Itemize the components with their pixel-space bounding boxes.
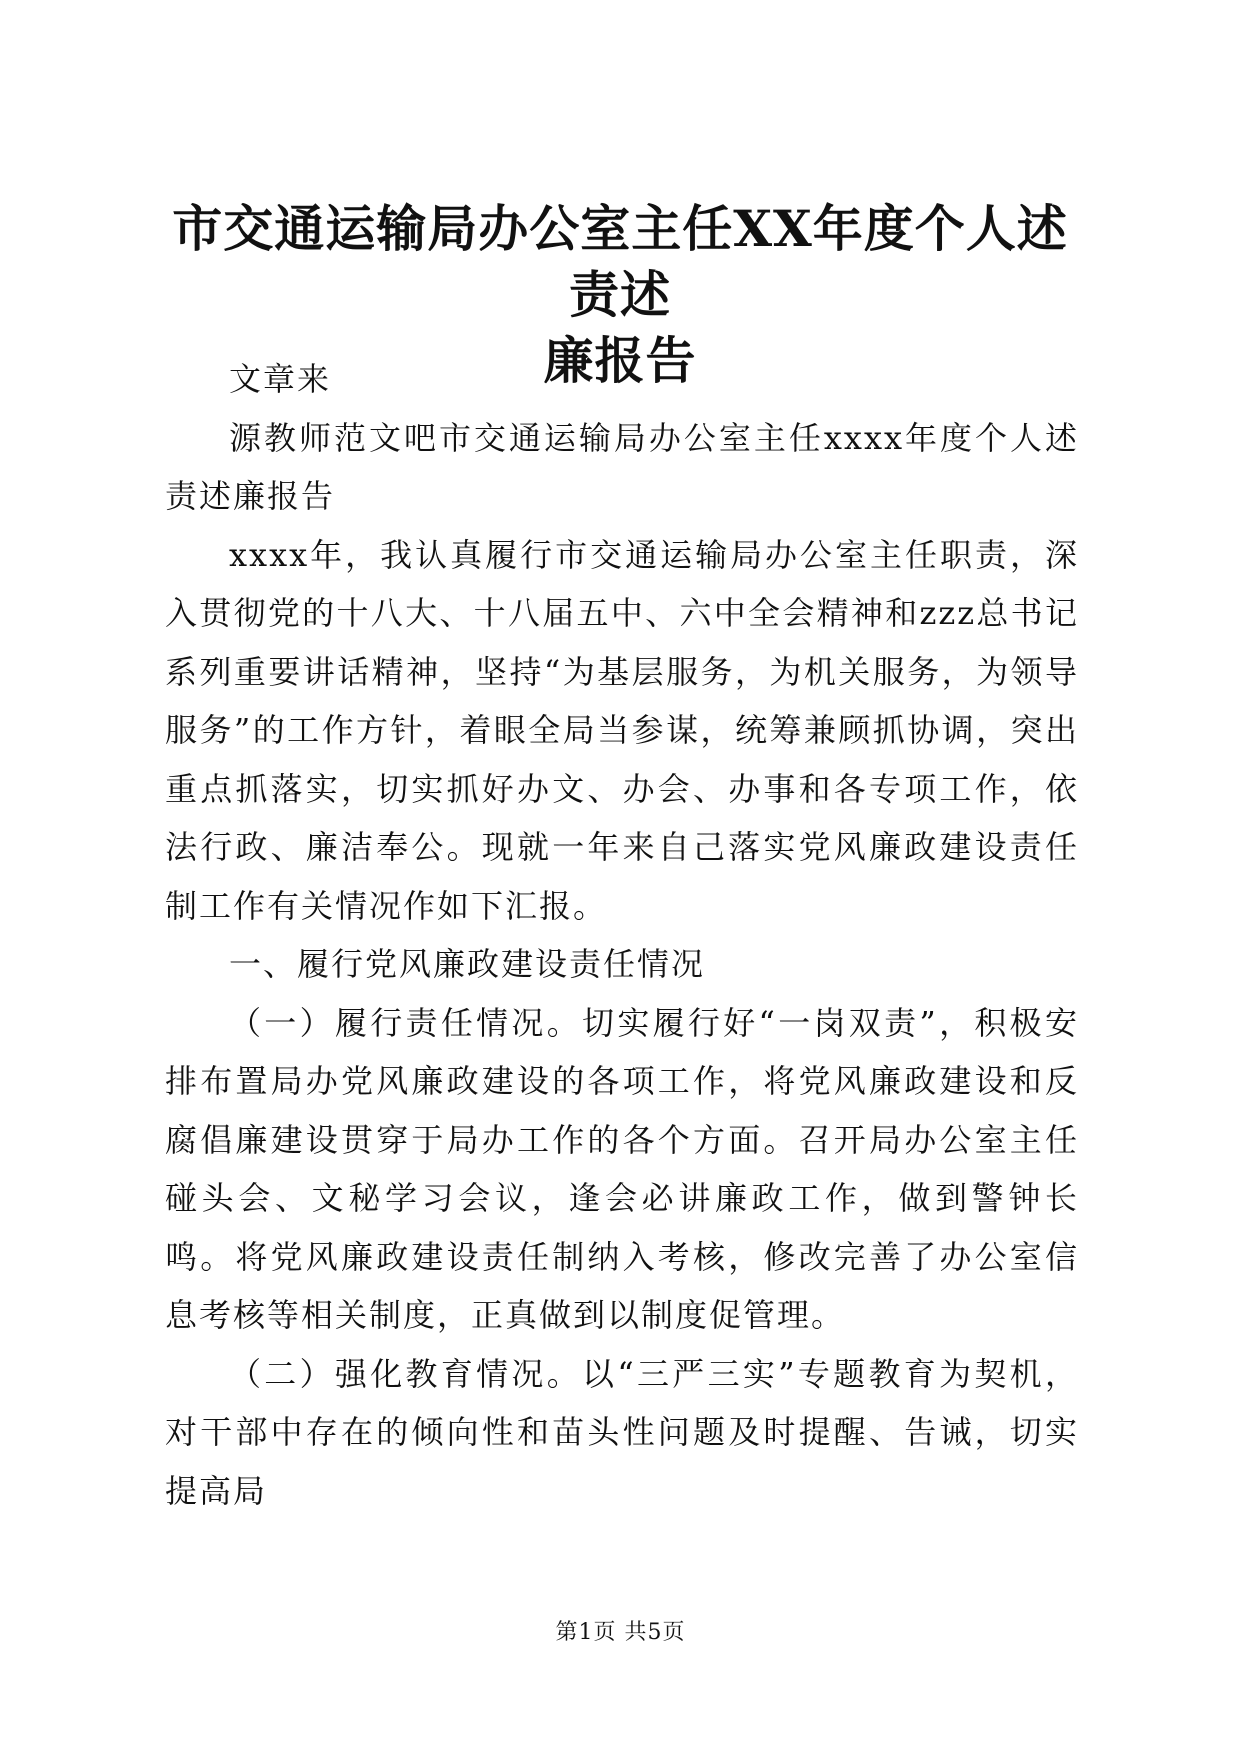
title-line-2: 廉报告 bbox=[543, 331, 697, 390]
document-body bbox=[165, 350, 1079, 1520]
paragraph-source: 源教师范文吧市交通运输局办公室主任xxxx年度个人述责述廉报告 bbox=[165, 418, 1079, 515]
paragraph-responsibility: （一）履行责任情况。切实履行好“一岗双责”，积极安排布置局办党风廉政建设的各项工作，将党风廉政建设和反腐倡廉建设贯穿于局办工作的各个方面。召开局办公室主任碰头会、文秘学习会议，逢会必讲廉政工作，做到警钟长鸣。将党风廉政建设责任制纳入考核，修改完善了办公室信息考核等相关制度，正真做到以制度促管理。 bbox=[165, 1003, 1079, 1334]
paragraph-intro: xxxx年，我认真履行市交通运输局办公室主任职责，深入贯彻党的十八大、十八届五中、六中全会精神和zzz总书记系列重要讲话精神，坚持“为基层服务，为机关服务，为领导服务”的工作方针，着眼全局当参谋，统筹兼顾抓协调，突出重点抓落实，切实抓好办文、办会、办事和各专项工作，依法行政、廉洁奉公。现就一年来自己落实党风廉政建设责任制工作有关情况作如下汇报。 bbox=[165, 535, 1079, 925]
paragraph-source-prefix: 文章来 bbox=[229, 360, 332, 398]
paragraph-education: （二）强化教育情况。以“三严三实”专题教育为契机，对干部中存在的倾向性和苗头性问题及时提醒、告诫，切实提高局 bbox=[165, 1354, 1079, 1510]
page-footer bbox=[0, 1618, 1241, 1648]
page-number: 第1页 共5页 bbox=[555, 1620, 686, 1645]
title-line-1: 市交通运输局办公室主任XX年度个人述责述 bbox=[172, 199, 1068, 324]
section-heading-1: 一、履行党风廉政建设责任情况 bbox=[229, 945, 706, 983]
